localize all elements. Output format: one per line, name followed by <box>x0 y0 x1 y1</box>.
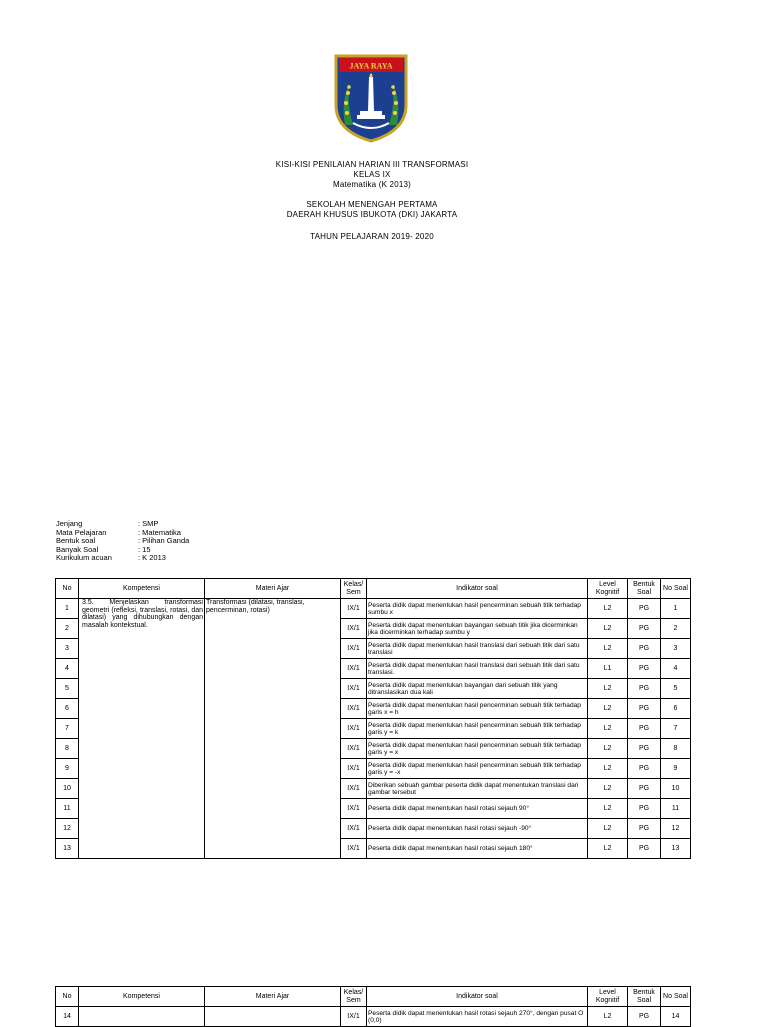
info-value: : Matematika <box>138 527 181 537</box>
row-no: 7 <box>56 719 79 739</box>
kisi-kisi-table <box>55 578 691 859</box>
row-level: L2 <box>588 819 628 839</box>
info-block <box>56 520 189 563</box>
row-bentuk: PG <box>628 779 661 799</box>
row-nosoal: 14 <box>661 1007 691 1027</box>
row-level: L2 <box>588 779 628 799</box>
row-kelas: IX/1 <box>341 779 367 799</box>
row-level: L2 <box>588 619 628 639</box>
row-no: 9 <box>56 759 79 779</box>
info-row <box>56 554 189 563</box>
row-bentuk: PG <box>628 739 661 759</box>
header-no: No <box>56 579 79 599</box>
row-bentuk: PG <box>628 759 661 779</box>
header-kelas: Kelas/ Sem <box>341 579 367 599</box>
row-indikator: Peserta didik dapat menentukan hasil translasi dari sebuah titik dari satu translasi <box>367 639 588 659</box>
row-level: L2 <box>588 1007 628 1027</box>
row-kelas: IX/1 <box>341 799 367 819</box>
row-indikator: Peserta didik dapat menentukan hasil rotasi sejauh -90° <box>367 819 588 839</box>
header-no: No <box>56 987 79 1007</box>
materi-cell: Transformasi (dilatasi, translasi, pencerminan, rotasi) <box>205 599 341 859</box>
header-class: KELAS IX <box>353 170 391 179</box>
info-value: : 15 <box>138 544 151 554</box>
row-no: 10 <box>56 779 79 799</box>
header-indikator: Indikator soal <box>367 987 588 1007</box>
row-level: L2 <box>588 679 628 699</box>
row-nosoal: 11 <box>661 799 691 819</box>
row-no: 14 <box>56 1007 79 1027</box>
row-bentuk: PG <box>628 719 661 739</box>
header-region: DAERAH KHUSUS IBUKOTA (DKI) JAKARTA <box>286 210 458 219</box>
row-level: L2 <box>588 719 628 739</box>
header-kompetensi: Kompetensi <box>79 579 205 599</box>
row-no: 12 <box>56 819 79 839</box>
row-nosoal: 10 <box>661 779 691 799</box>
kisi-kisi-table-continued <box>55 986 691 1027</box>
jakarta-emblem-icon <box>333 53 409 143</box>
row-nosoal: 1 <box>661 599 691 619</box>
row-bentuk: PG <box>628 1007 661 1027</box>
row-nosoal: 13 <box>661 839 691 859</box>
header-title: KISI-KISI PENILAIAN HARIAN III TRANSFORMASI <box>275 160 469 169</box>
row-nosoal: 5 <box>661 679 691 699</box>
header-indikator: Indikator soal <box>367 579 588 599</box>
row-indikator: Peserta didik dapat menentukan hasil pencerminan sebuah titik terhadap garis x = h <box>367 699 588 719</box>
header-materi: Materi Ajar <box>205 987 341 1007</box>
row-level: L2 <box>588 699 628 719</box>
row-kelas: IX/1 <box>341 759 367 779</box>
row-kelas: IX/1 <box>341 679 367 699</box>
row-bentuk: PG <box>628 799 661 819</box>
header-subject: Matematika (K 2013) <box>332 180 412 189</box>
row-no: 3 <box>56 639 79 659</box>
info-label: Bentuk soal <box>56 536 96 546</box>
row-no: 8 <box>56 739 79 759</box>
row-no: 2 <box>56 619 79 639</box>
row-indikator: Peserta didik dapat menentukan bayangan dari sebuah titik yang ditranslasikan dua kali <box>367 679 588 699</box>
info-label: Mata Pelajaran <box>56 527 107 537</box>
row-indikator: Diberikan sebuah gambar peserta didik dapat menentukan translasi dari gambar tersebut <box>367 779 588 799</box>
kompetensi-cell: 3.5. Menjelaskan transformasi geometri (refleksi, translasi, rotasi, dan dilatasi) yang dihubungkan dengan masalah kontekstual. <box>79 599 205 859</box>
row-bentuk: PG <box>628 639 661 659</box>
row-nosoal: 2 <box>661 619 691 639</box>
row-no: 13 <box>56 839 79 859</box>
table-row <box>56 599 691 619</box>
row-kelas: IX/1 <box>341 599 367 619</box>
row-indikator: Peserta didik dapat menentukan hasil translasi dari sebuah titik dari satu translasi. <box>367 659 588 679</box>
info-label: Banyak Soal <box>56 544 99 554</box>
header-level: Level Kognitif <box>588 987 628 1007</box>
document-header <box>170 160 574 242</box>
info-value: : Pilihan Ganda <box>138 536 190 546</box>
row-nosoal: 7 <box>661 719 691 739</box>
row-kelas: IX/1 <box>341 639 367 659</box>
row-indikator: Peserta didik dapat menentukan hasil pencerminan sebuah titik terhadap garis y = k <box>367 719 588 739</box>
info-label: Jenjang <box>56 519 83 528</box>
row-indikator: Peserta didik dapat menentukan hasil pencerminan sebuah titik terhadap garis y = -x <box>367 759 588 779</box>
row-bentuk: PG <box>628 839 661 859</box>
row-nosoal: 12 <box>661 819 691 839</box>
row-bentuk: PG <box>628 679 661 699</box>
table-header-row <box>56 579 691 599</box>
header-kompetensi: Kompetensi <box>79 987 205 1007</box>
row-no: 4 <box>56 659 79 679</box>
row-level: L2 <box>588 639 628 659</box>
row-indikator: Peserta didik dapat menentukan hasil rotasi sejauh 270°, dengan pusat O (0,0) <box>367 1007 588 1027</box>
row-nosoal: 6 <box>661 699 691 719</box>
header-bentuk: Bentuk Soal <box>628 987 661 1007</box>
row-bentuk: PG <box>628 619 661 639</box>
row-no: 1 <box>56 599 79 619</box>
header-level: Level Kognitif <box>588 579 628 599</box>
row-bentuk: PG <box>628 659 661 679</box>
row-kelas: IX/1 <box>341 699 367 719</box>
row-indikator: Peserta didik dapat menentukan hasil rotasi sejauh 90° <box>367 799 588 819</box>
header-materi: Materi Ajar <box>205 579 341 599</box>
row-level: L1 <box>588 659 628 679</box>
row-kelas: IX/1 <box>341 659 367 679</box>
row-indikator: Peserta didik dapat menentukan hasil rotasi sejauh 180° <box>367 839 588 859</box>
row-bentuk: PG <box>628 599 661 619</box>
row-no: 11 <box>56 799 79 819</box>
row-level: L2 <box>588 759 628 779</box>
row-nosoal: 9 <box>661 759 691 779</box>
emblem-motto: JAYA RAYA <box>349 61 393 71</box>
row-level: L2 <box>588 839 628 859</box>
row-indikator: Peserta didik dapat menentukan bayangan sebuah titik jika dicerminkan jika dicerminkan terhadap sumbu y <box>367 619 588 639</box>
row-kelas: IX/1 <box>341 719 367 739</box>
info-label: Kurikulum acuan <box>56 553 112 563</box>
row-indikator: Peserta didik dapat menentukan hasil pencerminan sebuah titik terhadap garis y = x <box>367 739 588 759</box>
row-kelas: IX/1 <box>341 619 367 639</box>
row-level: L2 <box>588 599 628 619</box>
info-value: : SMP <box>138 519 159 528</box>
row-indikator: Peserta didik dapat menentukan hasil pencerminan sebuah titik terhadap sumbu x <box>367 599 588 619</box>
info-value: : K 2013 <box>138 553 166 563</box>
header-school: SEKOLAH MENENGAH PERTAMA <box>306 200 438 209</box>
row-nosoal: 3 <box>661 639 691 659</box>
row-bentuk: PG <box>628 699 661 719</box>
row-level: L2 <box>588 739 628 759</box>
row-kelas: IX/1 <box>341 739 367 759</box>
row-no: 5 <box>56 679 79 699</box>
row-nosoal: 4 <box>661 659 691 679</box>
header-bentuk: Bentuk Soal <box>628 579 661 599</box>
row-kelas: IX/1 <box>341 819 367 839</box>
row-no: 6 <box>56 699 79 719</box>
table-header-row <box>56 987 691 1007</box>
header-kelas: Kelas/ Sem <box>341 987 367 1007</box>
header-nosoal: No Soal <box>661 987 691 1007</box>
header-nosoal: No Soal <box>661 579 691 599</box>
row-level: L2 <box>588 799 628 819</box>
header-year: TAHUN PELAJARAN 2019- 2020 <box>310 232 434 241</box>
row-kelas: IX/1 <box>341 839 367 859</box>
row-kelas: IX/1 <box>341 1007 367 1027</box>
row-bentuk: PG <box>628 819 661 839</box>
row-nosoal: 8 <box>661 739 691 759</box>
